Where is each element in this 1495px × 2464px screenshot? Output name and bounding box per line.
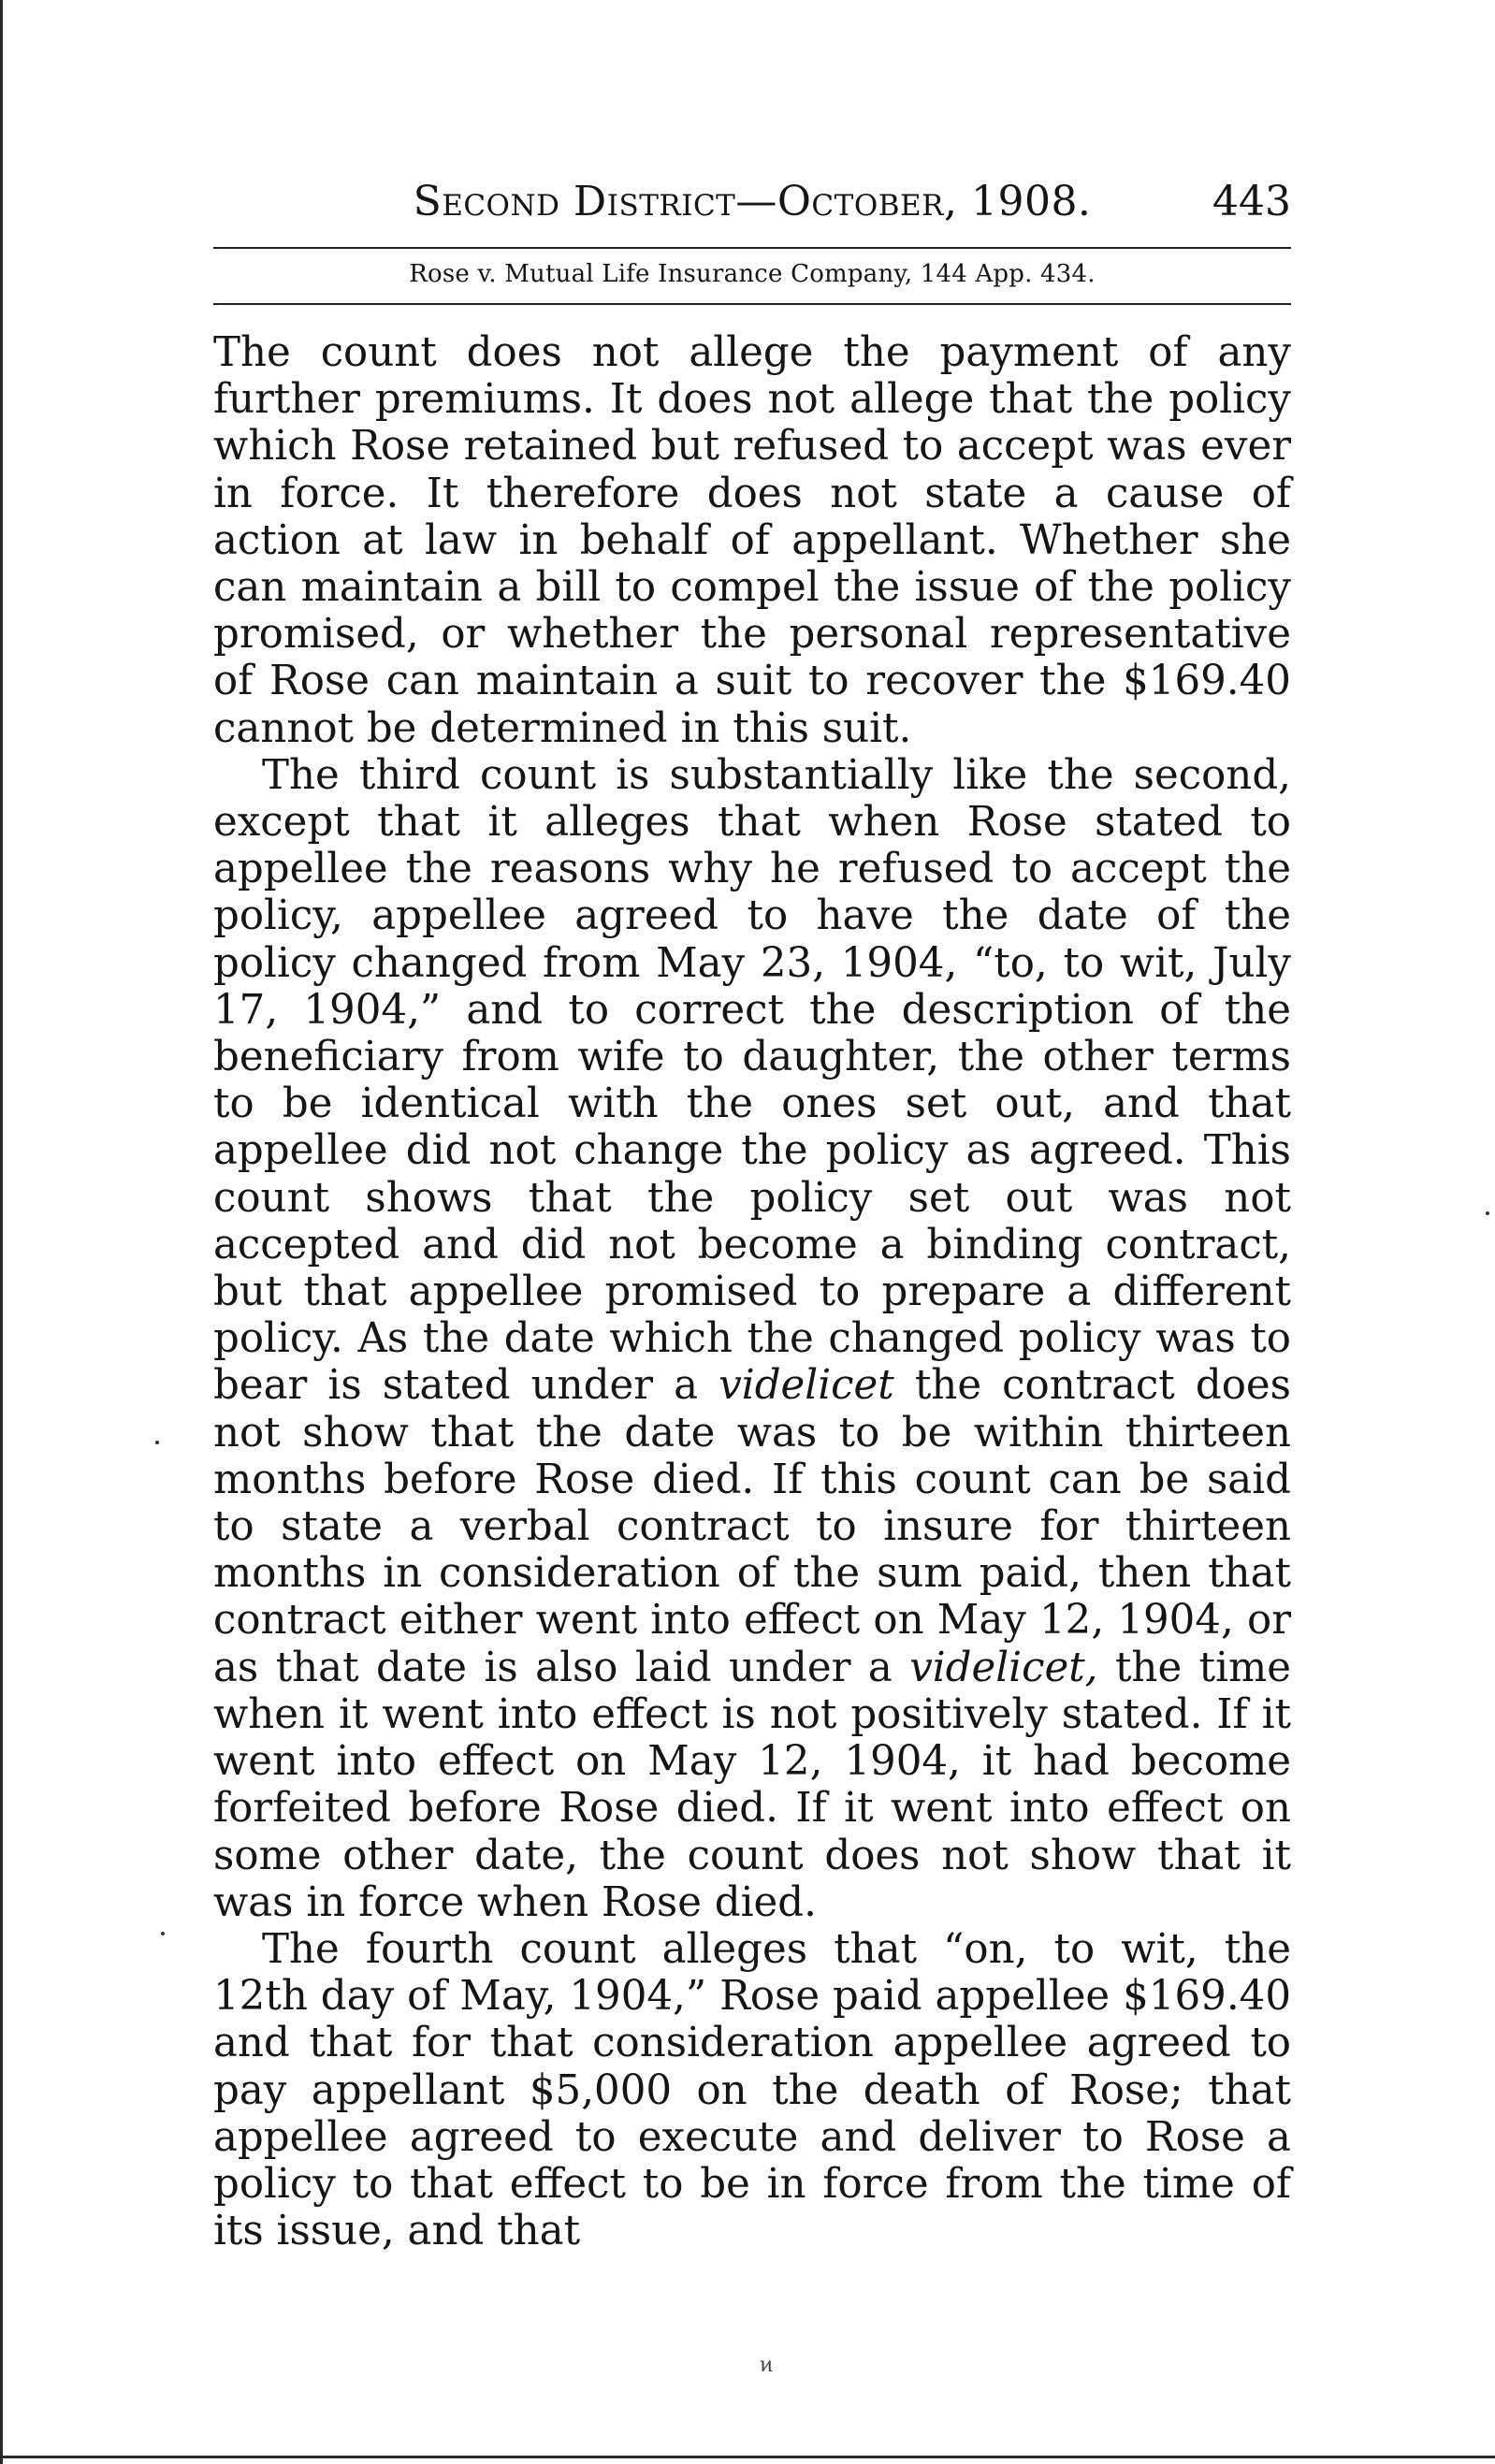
- stray-dot: [1486, 1211, 1489, 1215]
- stray-dot: [155, 1441, 159, 1444]
- book-page: [213, 178, 1291, 2254]
- paragraph-text: the time when it went into effect is not positively stated. If it went into effect on May 12, 1904, it had become forfeited before Rose died. If it went into effect on some other date, the count does not show that it was in force when Rose died.: [213, 1644, 1292, 1926]
- running-title: Second District—October, 1908.: [413, 178, 1092, 225]
- body-text: [213, 329, 1291, 2254]
- paragraph-text: The count does not allege the payment of any further premiums. It does not allege that the policy which Rose retained but refused to accept was ever in force. It therefore does not state a cause of action at law in behalf of appellant. Whether she can maintain a bill to compel the issue of the policy promised, or whether the personal representative of Rose can maintain a suit to recover the $169.40 cannot be determined in this suit.: [213, 329, 1291, 752]
- scan-edge-left: [0, 0, 3, 2464]
- page-number: 443: [1212, 178, 1291, 225]
- scan-edge-bottom: [0, 2456, 1495, 2458]
- paragraph: [213, 1926, 1291, 2254]
- paragraph-text: the contract does not show that the date was to be within thirteen months before Rose died. If this count can be said to state a verbal contract to insure for thirteen months in consideration of the sum paid, then that contract either went into effect on May 12, 1904, or as that date is also laid under a: [213, 1362, 1291, 1691]
- case-citation: Rose v. Mutual Life Insurance Company, 144 App. 434.: [409, 260, 1096, 288]
- paragraph-text: The fourth count alleges that “on, to wit, the 12th day of May, 1904,” Rose paid appellee $169.40 and that for that consideration appellee agreed to pay appellant $5,000 on the death of Rose; that appellee agreed to execute and deliver to Rose a policy to that effect to be in force from the time of its issue, and that: [213, 1925, 1291, 2255]
- stray-dot: [161, 1932, 165, 1935]
- italic-term: videlicet,: [909, 1644, 1098, 1691]
- italic-term: videlicet: [718, 1362, 894, 1410]
- header-rule-top: [213, 247, 1291, 249]
- paragraph: [213, 329, 1291, 752]
- paragraph: [213, 752, 1291, 1926]
- paragraph-text: The third count is substantially like the second, except that it alleges that when Rose stated to appellee the reasons why he refused to accept the policy, appellee agreed to have the date of the policy changed from May 23, 1904, “to, to wit, July 17, 1904,” and to correct the description of the beneficiary from wife to daughter, the other terms to be identical with the ones set out, and that appellee did not change the policy as agreed. This count shows that the policy set out was not accepted and did not become a binding contract, but that appellee promised to prepare a different policy. As the date which the changed policy was to bear is stated under a: [213, 751, 1291, 1410]
- header-rule-bottom: [213, 303, 1291, 305]
- running-head: [213, 178, 1291, 238]
- footer-mark: ͷ: [760, 2354, 774, 2377]
